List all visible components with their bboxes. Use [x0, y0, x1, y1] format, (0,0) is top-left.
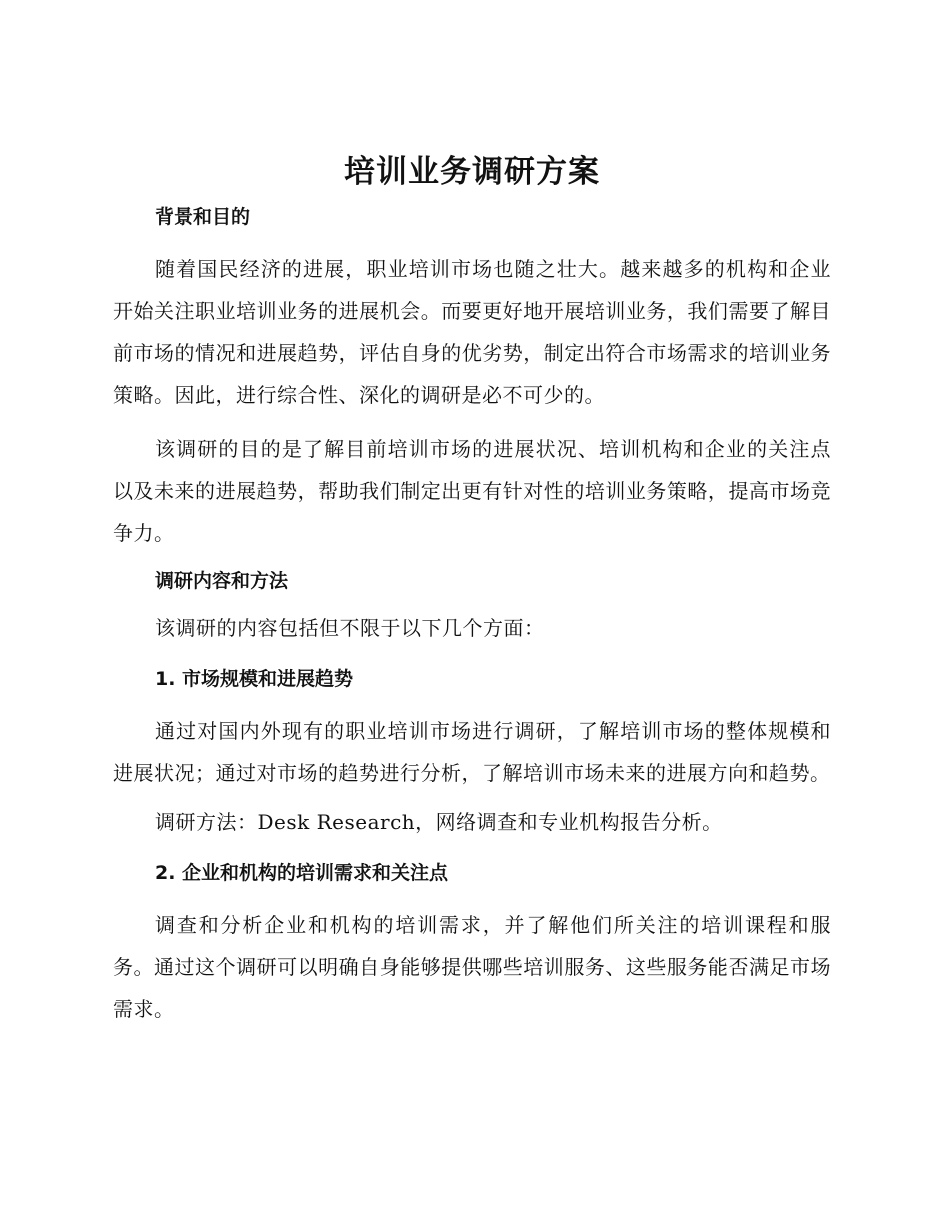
- paragraph-market-scale: 通过对国内外现有的职业培训市场进行调研，了解培训市场的整体规模和进展状况；通过对市场的趋势进行分析，了解培训市场未来的进展方向和趋势。: [113, 719, 831, 785]
- paragraph-background-1: 随着国民经济的进展，职业培训市场也随之壮大。越来越多的机构和企业开始关注职业培训业务的进展机会。而要更好地开展培训业务，我们需要了解目前市场的情况和进展趋势，评估自身的优劣势，制定出符合市场需求的培训业务策略。因此，进行综合性、深化的调研是必不可少的。: [113, 257, 831, 407]
- document-page: [113, 150, 831, 1042]
- paragraph-content-intro: 该调研的内容包括但不限于以下几个方面：: [155, 616, 545, 640]
- section-heading-background: 背景和目的: [155, 206, 251, 228]
- paragraph-market-method: 调研方法：Desk Research，网络调查和专业机构报告分析。: [155, 810, 723, 834]
- paragraph-background-2: 该调研的目的是了解目前培训市场的进展状况、培训机构和企业的关注点以及未来的进展趋势，帮助我们制定出更有针对性的培训业务策略，提高市场竞争力。: [113, 437, 831, 545]
- document-title: 培训业务调研方案: [344, 154, 600, 190]
- section-heading-market-scale: 1. 市场规模和进展趋势: [155, 668, 354, 690]
- section-heading-content-method: 调研内容和方法: [155, 570, 289, 592]
- section-heading-training-needs: 2. 企业和机构的培训需求和关注点: [155, 862, 449, 884]
- paragraph-training-needs: 调查和分析企业和机构的培训需求，并了解他们所关注的培训课程和服务。通过这个调研可以明确自身能够提供哪些培训服务、这些服务能否满足市场需求。: [113, 913, 831, 1021]
